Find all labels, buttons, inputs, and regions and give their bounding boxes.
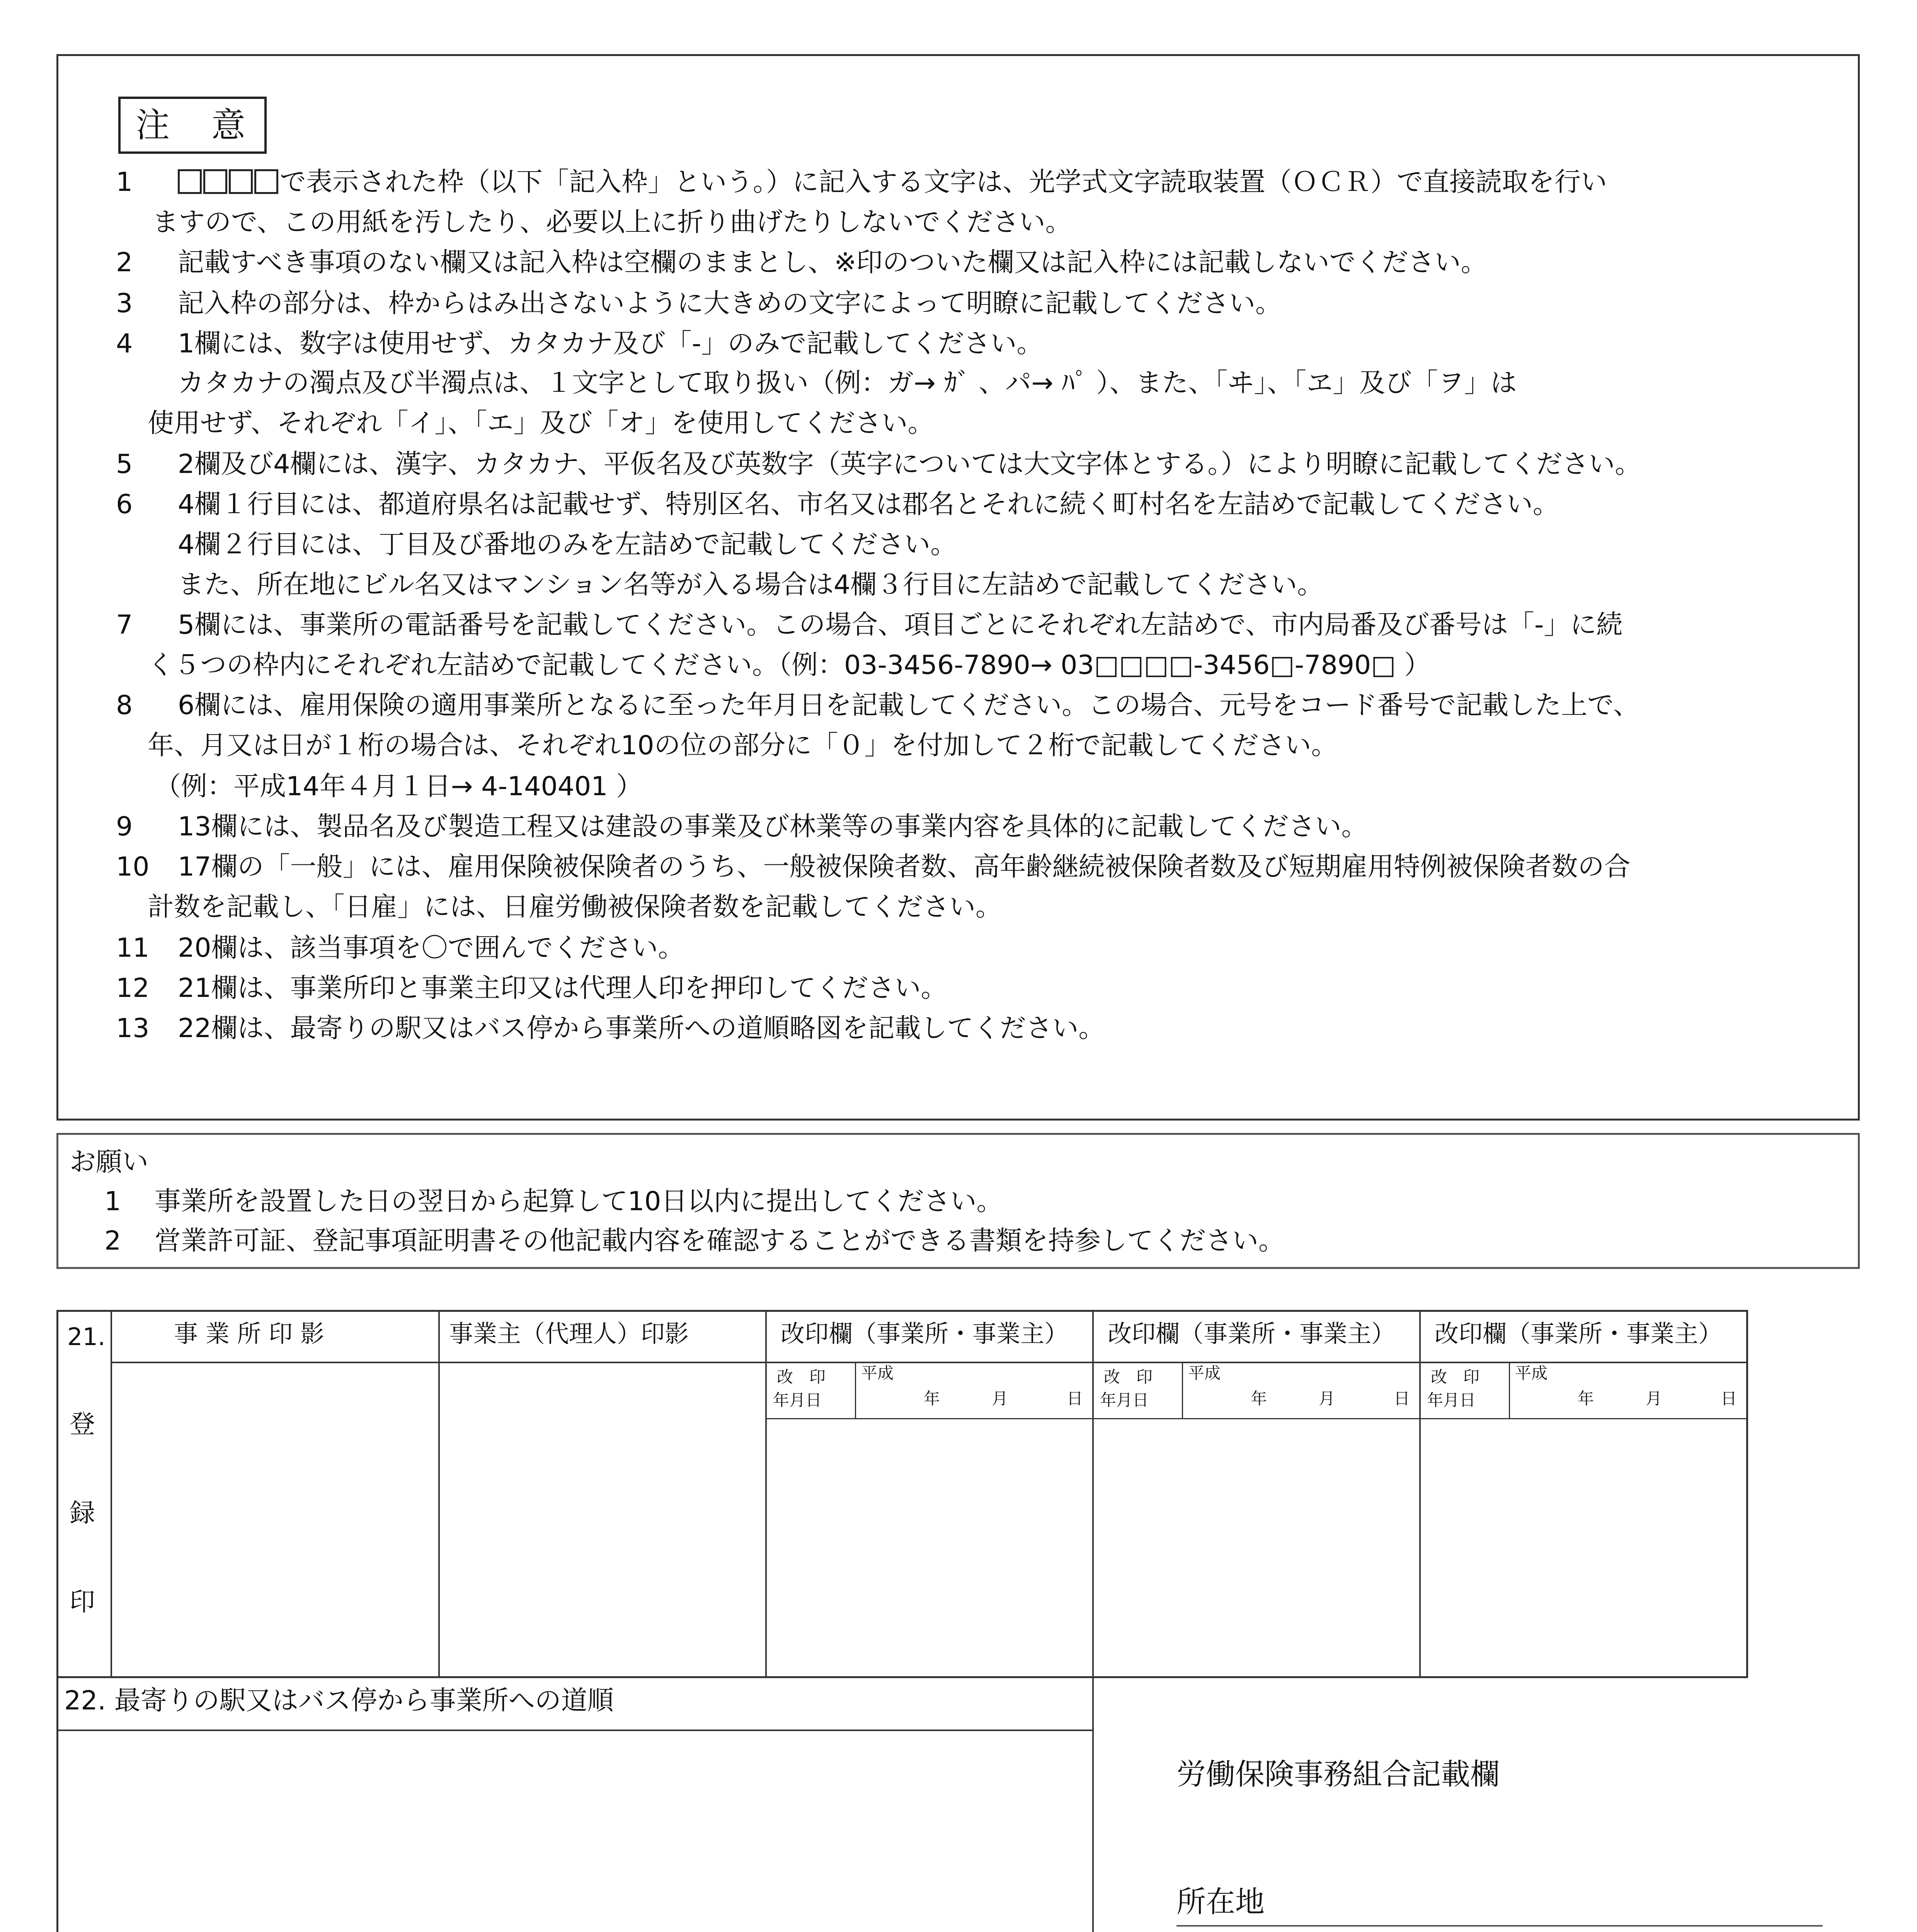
era-label: 平成 xyxy=(861,1364,894,1383)
side-label-char: 印 xyxy=(70,1587,95,1617)
ocr-box-sample xyxy=(229,169,253,194)
day-label: 日 xyxy=(1721,1389,1737,1408)
year-label: 年 xyxy=(1578,1389,1594,1408)
notice-line: 4欄１行目には、都道府県名は記載せず、特別区名、市名又は郡名とそれに続く町村名を左詰めで記載してください。 xyxy=(178,489,1559,520)
notice-line: （例：平成14年４月１日→ 4-140401 ） xyxy=(155,771,643,802)
month-label: 月 xyxy=(1646,1389,1662,1408)
address-line xyxy=(1176,1925,1823,1927)
notice-line: 2欄及び4欄には、漢字、カタカナ、平仮名及び英数字（英字については大文字体とする。）により明瞭に記載してください。 xyxy=(178,449,1641,480)
notice-line: 4欄２行目には、丁目及び番地のみを左詰めで記載してください。 xyxy=(178,529,957,560)
notice-line: 22欄は、最寄りの駅又はバス停から事業所への道順略図を記載してください。 xyxy=(178,1013,1105,1044)
notice-line: 使用せず、それぞれ「イ」、「エ」及び「オ」を使用してください。 xyxy=(148,408,934,439)
notice-line: 20欄は、該当事項を〇で囲んでください。 xyxy=(178,933,684,963)
day-label: 日 xyxy=(1067,1389,1083,1408)
notice-line: く５つの枠内にそれぞれ左詰めで記載してください。（例：03-3456-7890→ 03□□□□-3456□-7890□ ） xyxy=(148,650,1431,680)
col-owner-seal: 事業主（代理人）印影 xyxy=(449,1320,689,1348)
year-label: 年 xyxy=(924,1389,940,1408)
address-label: 所在地 xyxy=(1176,1884,1265,1919)
notice-num: 10 xyxy=(116,852,150,882)
notice-num: 2 xyxy=(116,247,133,278)
notice-num: 4 xyxy=(116,328,133,359)
notice-line: 1欄には、数字は使用せず、カタカナ及び「-」のみで記載してください。 xyxy=(178,328,1043,359)
side-label-char: 録 xyxy=(70,1498,95,1528)
ocr-box-sample xyxy=(203,169,227,194)
notice-line: 5欄には、事業所の電話番号を記載してください。この場合、項目ごとにそれぞれ左詰めで、市内局番及び番号は「-」に続 xyxy=(178,610,1623,640)
col-office-seal: 事 業 所 印 影 xyxy=(174,1320,324,1348)
notice-line: 記入枠の部分は、枠からはみ出さないように大きめの文字によって明瞭に記載してください。 xyxy=(178,288,1282,319)
union-title: 労働保険事務組合記載欄 xyxy=(1176,1757,1500,1791)
month-label: 月 xyxy=(992,1389,1008,1408)
kaiin-label: 改 印 xyxy=(1431,1367,1480,1386)
notice-title: 注 意 xyxy=(118,97,267,154)
notice-line: で表示された枠（以下「記入枠」という。）に記入する文字は、光学式文字読取装置（ＯＣＲ）で直接読取を行い xyxy=(178,167,1607,198)
notice-num: 7 xyxy=(116,610,133,640)
notice-line: 13欄には、製品名及び製造工程又は建設の事業及び林業等の事業内容を具体的に記載してください。 xyxy=(178,811,1368,842)
day-label: 日 xyxy=(1394,1389,1410,1408)
notice-num: 5 xyxy=(116,449,133,480)
ocr-box-sample xyxy=(178,169,202,194)
notice-line: 21欄は、事業所印と事業主印又は代理人印を押印してください。 xyxy=(178,973,947,1003)
kaiin-label: 改 印 xyxy=(777,1367,826,1386)
request-title: お願い xyxy=(70,1147,149,1177)
notice-line: ますので、この用紙を汚したり、必要以上に折り曲げたりしないでください。 xyxy=(152,207,1072,238)
notice-line: 記載すべき事項のない欄又は記入枠は空欄のままとし、※印のついた欄又は記入枠には記載しないでください。 xyxy=(178,247,1487,278)
notice-num: 11 xyxy=(116,933,150,963)
request-num: 1 xyxy=(104,1186,121,1217)
kaiin-label: 年月日 xyxy=(1100,1391,1149,1410)
side-label-char: 登 xyxy=(70,1409,95,1439)
era-label: 平成 xyxy=(1515,1364,1548,1383)
notice-num: 3 xyxy=(116,288,133,319)
route-title: 22. 最寄りの駅又はバス停から事業所への道順 xyxy=(64,1685,614,1716)
notice-line: 年、月又は日が１桁の場合は、それぞれ10の位の部分に「０」を付加して２桁で記載してください。 xyxy=(148,730,1338,761)
notice-num: 12 xyxy=(116,973,150,1003)
stamp-table-number: 21. xyxy=(67,1323,106,1351)
notice-num: 1 xyxy=(116,167,133,197)
era-label: 平成 xyxy=(1188,1364,1221,1383)
col-change-seal-1: 改印欄（事業所・事業主） xyxy=(781,1320,1069,1348)
kaiin-label: 年月日 xyxy=(1427,1391,1476,1410)
col-change-seal-3: 改印欄（事業所・事業主） xyxy=(1435,1320,1723,1348)
month-label: 月 xyxy=(1319,1389,1335,1408)
notice-num: 9 xyxy=(116,811,133,842)
notice-line: カタカナの濁点及び半濁点は、１文字として取り扱い（例：ガ→ ｶﾞ 、パ→ ﾊﾟ ）、また、「ヰ」、「ヱ」及び「ヲ」は xyxy=(178,368,1517,398)
request-item: 営業許可証、登記事項証明書その他記載内容を確認することができる書類を持参してください。 xyxy=(155,1226,1285,1256)
ocr-box-sample xyxy=(254,169,278,194)
kaiin-label: 改 印 xyxy=(1104,1367,1153,1386)
kaiin-label: 年月日 xyxy=(773,1391,822,1410)
notice-line: 計数を記載し、「日雇」には、日雇労働被保険者数を記載してください。 xyxy=(148,892,1002,922)
notice-line: また、所在地にビル名又はマンション名等が入る場合は4欄３行目に左詰めで記載してください。 xyxy=(178,570,1324,600)
col-change-seal-2: 改印欄（事業所・事業主） xyxy=(1108,1320,1396,1348)
notice-line: 6欄には、雇用保険の適用事業所となるに至った年月日を記載してください。この場合、元号をコード番号で記載した上で、 xyxy=(178,690,1639,721)
year-label: 年 xyxy=(1251,1389,1267,1408)
notice-line: 17欄の「一般」には、雇用保険被保険者のうち、一般被保険者数、高年齢継続被保険者数及び短期雇用特例被保険者数の合 xyxy=(178,852,1631,882)
request-num: 2 xyxy=(104,1226,121,1256)
notice-num: 6 xyxy=(116,489,133,520)
request-item: 事業所を設置した日の翌日から起算して10日以内に提出してください。 xyxy=(155,1186,1003,1217)
notice-num: 13 xyxy=(116,1013,150,1044)
notice-num: 8 xyxy=(116,690,133,721)
